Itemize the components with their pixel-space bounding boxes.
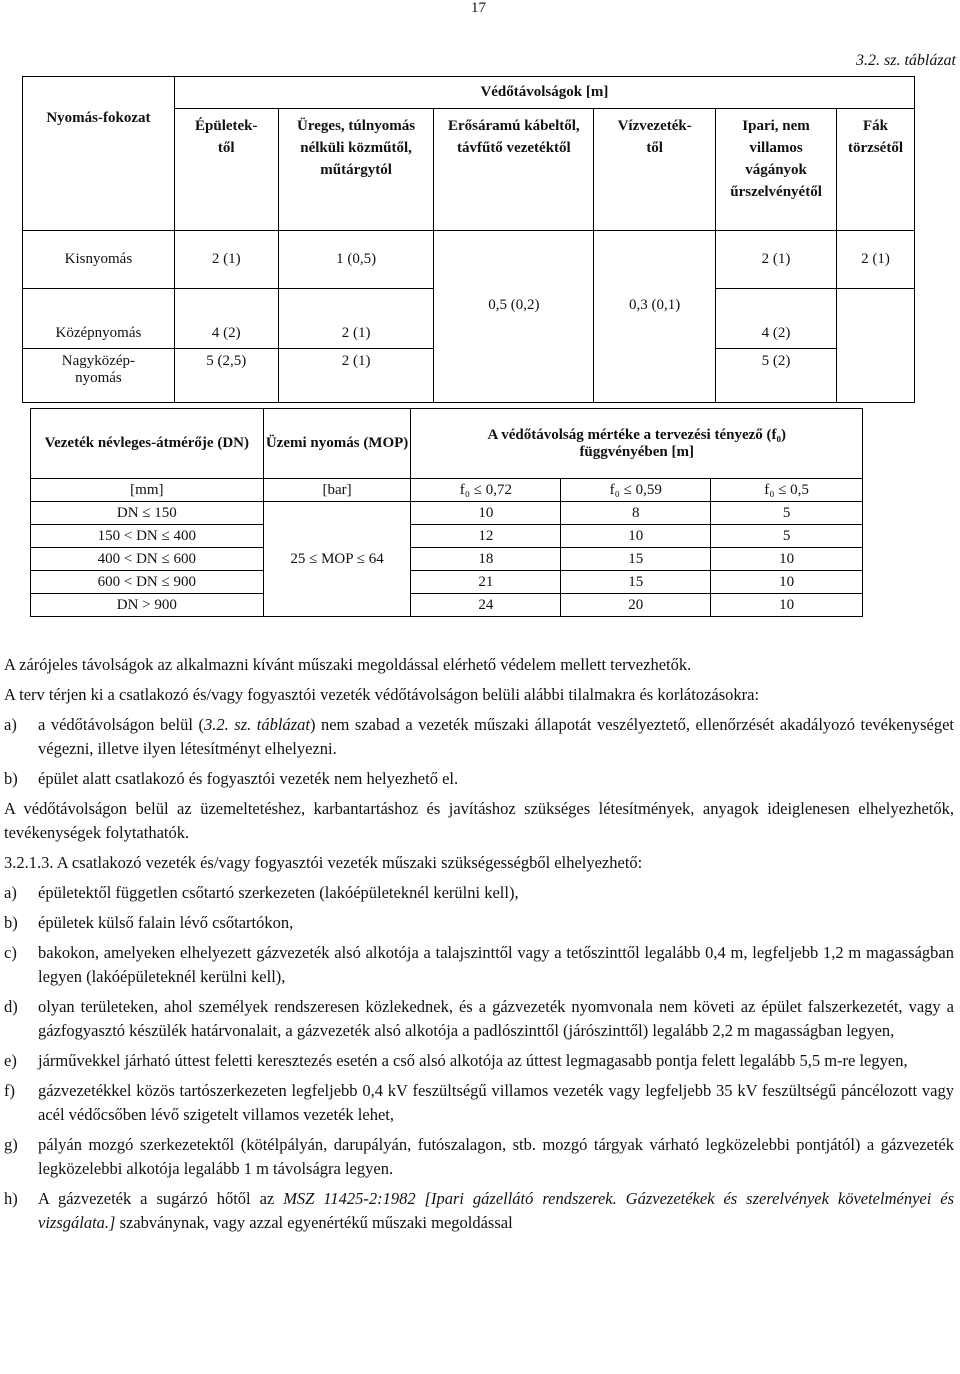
header-trees: Fák törzsétől (837, 109, 915, 231)
cell: 10 (561, 525, 711, 548)
list-item (4, 1133, 954, 1181)
cell-dn: DN > 900 (31, 594, 264, 617)
factor-072: f₀ ≤ 0,72 (411, 479, 561, 502)
list-label: a) (4, 715, 17, 734)
header-power-cable: Erősáramú kábeltől, távfűtő vezetéktől (434, 109, 594, 231)
list-label: e) (4, 1051, 17, 1070)
cell: 2 (1) (278, 349, 434, 403)
list-item (4, 911, 954, 935)
cell: 10 (711, 548, 863, 571)
table-row (31, 525, 863, 548)
cell: 0,5 (0,2) (434, 231, 594, 403)
list-text: pályán mozgó szerkezetektől (kötélpályán, darupályán, futószalagon, stb. mozgó tárgyak várható legközelebbi pontjától) a gázvezeték legközelebbi alkotója legalább 1 m távolságra legyen. (38, 1135, 954, 1178)
table-row (31, 571, 863, 594)
protection-distance-table (22, 76, 915, 403)
list-item (4, 881, 954, 905)
header-water-pipe: Vízvezeték- től (594, 109, 716, 231)
cell: 4 (2) (716, 289, 837, 349)
cell: 18 (411, 548, 561, 571)
cell: 1 (0,5) (278, 231, 434, 289)
list-item (4, 1049, 954, 1073)
list-item (4, 713, 954, 761)
cell: 24 (411, 594, 561, 617)
table-reference: 3.2. sz. táblázat (203, 715, 310, 734)
cell: 20 (561, 594, 711, 617)
header-nominal-diameter: Vezeték névleges-átmérője (DN) (31, 409, 264, 479)
factor-05: f₀ ≤ 0,5 (711, 479, 863, 502)
cell: 5 (711, 502, 863, 525)
cell: 8 (561, 502, 711, 525)
unit-mm: [mm] (31, 479, 264, 502)
table-row (23, 231, 915, 289)
cell: 10 (411, 502, 561, 525)
row-label: Nagyközép- nyomás (23, 349, 175, 403)
placement-list (4, 881, 954, 1181)
pipeline-distance-table (30, 408, 863, 617)
paragraph: A zárójeles távolságok az alkalmazni kívánt műszaki megoldással elérhető védelem mellett tervezhetők. (4, 655, 692, 674)
cell: 15 (561, 571, 711, 594)
table-caption: 3.2. sz. táblázat (855, 52, 956, 69)
table-row (31, 594, 863, 617)
list-text: a védőtávolságon belül ( (38, 715, 204, 734)
cell: 2 (1) (837, 231, 915, 289)
factor-059: f₀ ≤ 0,59 (561, 479, 711, 502)
cell: 2 (1) (716, 231, 837, 289)
list-text: A gázvezeték a sugárzó hőtől az (38, 1189, 284, 1208)
header-pressure-level: Nyomás-fokozat (23, 77, 175, 231)
cell-dn: 600 < DN ≤ 900 (31, 571, 264, 594)
paragraph: A védőtávolságon belül az üzemeltetéshez, karbantartáshoz és javításhoz szükséges létesítmények, anyagok ideiglenesen elhelyezhetők, tevékenységek folytathatók. (4, 799, 954, 842)
cell: 21 (411, 571, 561, 594)
row-label: Kisnyomás (23, 231, 175, 289)
list-text: épület alatt csatlakozó és fogyasztói vezeték nem helyezhető el. (38, 769, 459, 788)
list-label: h) (4, 1189, 18, 1208)
list-label: g) (4, 1135, 18, 1154)
list-item (4, 995, 954, 1043)
cell: 4 (2) (174, 289, 278, 349)
list-item (4, 1187, 954, 1235)
row-label: Középnyomás (23, 289, 175, 349)
cell: 10 (711, 571, 863, 594)
list-label: b) (4, 913, 18, 932)
list-text: gázvezetékkel közös tartószerkezeten legfeljebb 0,4 kV feszültségű villamos vezeték vagy legfeljebb 35 kV feszültségű páncélozott vagy acél védőcsőben lévő szigetelt villamos vezeték lehet, (38, 1081, 954, 1124)
table-row (31, 502, 863, 525)
list-text: járművekkel járható úttest feletti keresztezés esetén a cső alsó alkotója az úttest legmagasabb pontja felett legalább 5,5 m-re legyen, (38, 1051, 908, 1070)
list-label: c) (4, 943, 17, 962)
standard-reference: MSZ 11425-2:1982 [Ipari gázellátó rendszerek. Gázvezetékek és szerelvények követelményei és vizsgálata.] (38, 1189, 954, 1232)
list-text: ) nem szabad a vezeték műszaki állapotát veszélyeztető, ellenőrzését akadályozó tevékenységet végezni, illetve ilyen létesítményt elhelyezni. (38, 715, 954, 758)
table-row (31, 548, 863, 571)
header-protection-distances: Védőtávolságok [m] (174, 77, 914, 109)
unit-bar: [bar] (263, 479, 411, 502)
header-design-factor-distance: A védőtávolság mértéke a tervezési tényező (f₀) függvényében [m] (411, 409, 863, 479)
cell: 15 (561, 548, 711, 571)
list-item (4, 1079, 954, 1127)
cell: 0,3 (0,1) (594, 231, 716, 403)
cell: 12 (411, 525, 561, 548)
list-item (4, 767, 954, 791)
paragraph: A terv térjen ki a csatlakozó és/vagy fogyasztói vezeték védőtávolságon belüli alábbi tilalmakra és korlátozásokra: (4, 685, 760, 704)
cell-dn: 400 < DN ≤ 600 (31, 548, 264, 571)
header-operating-pressure: Üzemi nyomás (MOP) (263, 409, 411, 479)
cell-dn: DN ≤ 150 (31, 502, 264, 525)
list-label: b) (4, 769, 18, 788)
cell-empty (837, 289, 915, 403)
list-label: a) (4, 883, 17, 902)
header-buildings: Épületek- től (174, 109, 278, 231)
cell-mop: 25 ≤ MOP ≤ 64 (263, 502, 411, 617)
list-text: épületektől független csőtartó szerkezeten (lakóépületeknél kerülni kell), (38, 883, 519, 902)
list-text: olyan területeken, ahol személyek rendszeresen közlekednek, és a gázvezeték nyomvonala nem követi az épület falszerkezetét, vagy a gázfogyasztó készülék határvonalait, a gázvezeték alsó alkotója a padlószinttől (járószinttől) legalább 2,2 m magasságban legyen, (38, 997, 954, 1040)
list-text: szabványnak, vagy azzal egyenértékű műszaki megoldással (115, 1213, 513, 1232)
list-item (4, 941, 954, 989)
cell: 2 (1) (278, 289, 434, 349)
cell: 5 (711, 525, 863, 548)
list-text: bakokon, amelyeken elhelyezett gázvezeték alsó alkotója a talajszinttől vagy a tetőszinttől legalább 0,4 m, legfeljebb 1,2 m magasságban legyen (lakóépületeknél kerülni kell), (38, 943, 954, 986)
cell: 10 (711, 594, 863, 617)
paragraph: 3.2.1.3. A csatlakozó vezeték és/vagy fogyasztói vezeték műszaki szükségességből elhelyezhető: (4, 853, 643, 872)
cell: 2 (1) (174, 231, 278, 289)
header-rail: Ipari, nem villamos vágányok űrszelvényétől (716, 109, 837, 231)
list-text: épületek külső falain lévő csőtartókon, (38, 913, 294, 932)
list-label: d) (4, 997, 18, 1016)
body-text (4, 653, 954, 1241)
page-number: 17 (471, 0, 486, 16)
header-utilities: Üreges, túlnyomás nélküli közműtől, műtárgytól (278, 109, 434, 231)
cell: 5 (2,5) (174, 349, 278, 403)
list-label: f) (4, 1081, 15, 1100)
cell-dn: 150 < DN ≤ 400 (31, 525, 264, 548)
cell: 5 (2) (716, 349, 837, 403)
